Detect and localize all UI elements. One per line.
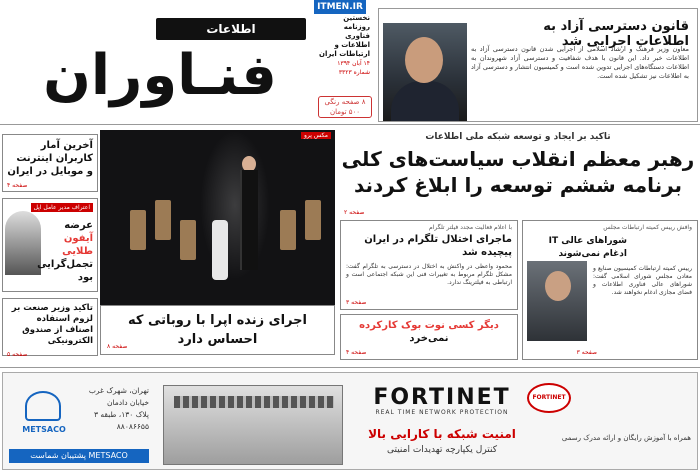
- fortinet-tagline: REAL TIME NETWORK PROTECTION: [375, 409, 509, 416]
- metsaco-footer: METSACO پشتیبان شماست: [9, 449, 149, 463]
- industry-minister-box[interactable]: [2, 298, 98, 356]
- internet-stats-title: آخرین آمار کاربران اینترنت و موبایل در ایران: [7, 140, 93, 177]
- issue-meta: [318, 14, 370, 94]
- metsaco-address: تهران، شهرک غرب خیابان دادمان پلاک ۱۳۰، طبقه ۳ ۸۸۰۸۶۶۵۵: [88, 386, 149, 431]
- telegram-page: صفحه ۳: [346, 299, 367, 306]
- main-page: صفحه ۲: [344, 209, 365, 216]
- main-headline[interactable]: [340, 128, 696, 218]
- main-title-line-1: رهبر معظم انقلاب سیاست‌های کلی: [341, 147, 695, 171]
- mp-photo: [527, 261, 587, 341]
- masthead-title: فنـاوران: [43, 43, 277, 108]
- metsaco-name: METSACO: [22, 425, 66, 434]
- issue-number: شماره ۳۳۲۳: [338, 69, 370, 76]
- notebook-page: صفحه ۴: [346, 349, 367, 356]
- it-councils-story[interactable]: [522, 220, 698, 360]
- notebook-title: دیگر کسی نوت بوک کارکرده نمی‌خرد: [359, 320, 499, 344]
- masthead-small: اطلاعات: [156, 18, 306, 40]
- top-story[interactable]: [378, 8, 698, 122]
- ad-slogan: امنیت شبکه با کارایی بالا: [368, 427, 516, 441]
- price-line-1: ۸ صفحه رنگی: [324, 98, 366, 106]
- main-title-line-2: برنامه ششم توسعه را ابلاغ کردند: [353, 173, 683, 197]
- notebook-story[interactable]: [340, 314, 518, 360]
- internet-stats-box[interactable]: [2, 134, 98, 192]
- top-story-title: قانون دسترسی آزاد به اطلاعات اجرایی شد: [543, 19, 689, 49]
- official-photo: [383, 23, 467, 121]
- site-url[interactable]: ITMEN.IR: [314, 0, 366, 14]
- ad-slogan-2: کنترل یکپارچه تهدیدات امنیتی: [386, 445, 498, 455]
- divider: [0, 124, 700, 125]
- top-story-text: معاون وزیر فرهنگ و ارشاد اسلامی از اجرایی شدن قانون دسترسی آزاد به اطلاعات خبر داد. این قانون با هدف شفافیت و دسترسی آزاد شهروندان به اطلاعات دستگاه‌های اجرایی تدوین شده است و کمیسیون انتشار و دسترسی آزاد به اطلاعات نیز تشکیل شده است.: [471, 45, 689, 80]
- main-kicker: تاکید بر ایجاد و توسعه شبکه ملی اطلاعات: [425, 132, 611, 142]
- industry-minister-page: صفحه ۵: [7, 351, 28, 358]
- metsaco-logo-icon: [25, 391, 61, 421]
- internet-stats-page: صفحه ۴: [7, 182, 28, 189]
- it-title: شوراهای عالی IT ادغام نمی‌شوند: [548, 236, 627, 259]
- telegram-text: محمود واعظی در واکنش به اختلال در دسترسی به تلگرام گفت: مشکل تلگرام مربوط به تغییرات فنی این شبکه اجتماعی است و ارتباطی به فیلترینگ ندارد.: [346, 263, 512, 286]
- firewall-device: [163, 385, 343, 465]
- apple-title: عرضه آیفون طلایی تجمل‌گرایی بود: [37, 220, 93, 283]
- telegram-kicker: با اعلام فعالیت مجدد فیلتر تلگرام: [428, 224, 512, 231]
- it-kicker: وافش رییس کمیته ارتباطات مجلس: [603, 224, 692, 231]
- masthead: [10, 18, 310, 118]
- robot-caption: اجرای زنده اپرا با روباتی که احساس دارد: [128, 313, 307, 347]
- section-label: مکس پرو: [301, 132, 331, 139]
- robot-caption-box[interactable]: [100, 305, 335, 355]
- price-box: [318, 96, 372, 118]
- telegram-story[interactable]: [340, 220, 518, 310]
- ad-training-text: FORTINET همراه با آموزش رایگان و ارائه مدرک رسمی: [525, 383, 691, 443]
- it-page: صفحه ۳: [576, 349, 597, 356]
- date-line: ۱۴ آبان ۱۳۹۴: [337, 60, 370, 67]
- industry-minister-title: تاکید وزیر صنعت بر لزوم استفاده اصناف از صندوق الکترونیکی: [11, 303, 93, 346]
- metsaco-block: [9, 377, 149, 467]
- tagline: نخستین روزنامه فناوری اطلاعات و ارتباطات ایران: [319, 14, 370, 58]
- price-line-2: ۵۰۰ تومان: [329, 108, 361, 116]
- it-text: رییس کمیته ارتباطات کمیسیون صنایع و معادن مجلس شورای اسلامی گفت: شوراهای عالی فناوری اطلاعات و فضای مجازی ادغام نخواهند شد.: [593, 265, 692, 296]
- robot-opera-photo: [100, 130, 335, 305]
- left-column: [2, 130, 100, 358]
- robot-page: صفحه ۸: [107, 343, 128, 350]
- apple-ad-box[interactable]: [2, 198, 98, 292]
- telegram-title: ماجرای اختلال تلگرام در ایران پیچیده شد: [364, 234, 512, 258]
- ad-divider: [0, 367, 700, 368]
- apple-kicker: اعتراف مدیر عامل اپل: [31, 203, 93, 212]
- fortinet-logo: FORTINET: [373, 385, 511, 410]
- fortinet-ad[interactable]: [2, 372, 698, 470]
- certified-badge: FORTINET: [527, 383, 571, 413]
